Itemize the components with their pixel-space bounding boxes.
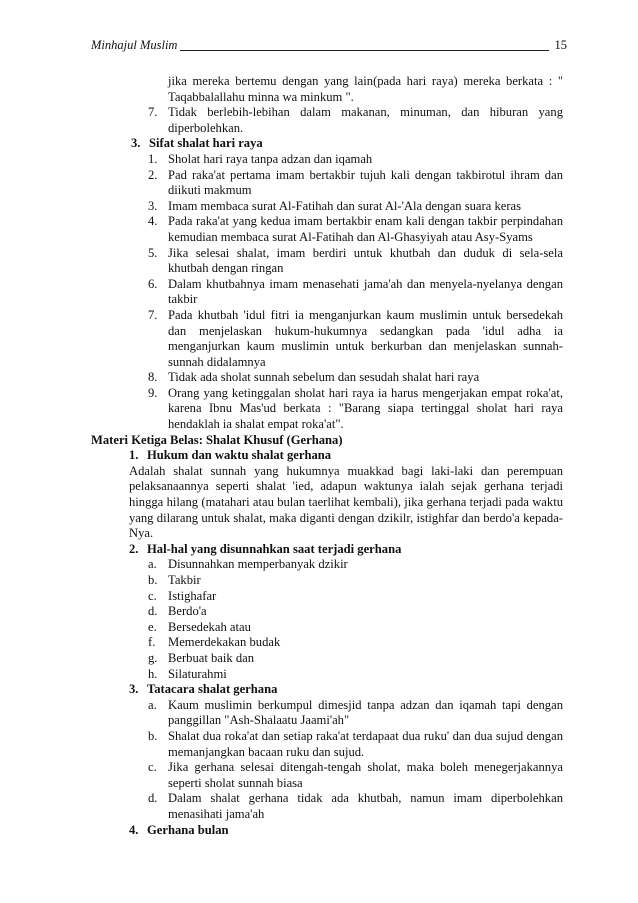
list-item-letter: f. (148, 635, 156, 650)
section-title: Hal-hal yang disunnahkan saat terjadi gerhana (147, 541, 402, 556)
list-item-number: 1. (148, 151, 158, 166)
section-title: Sifat shalat hari raya (149, 136, 263, 151)
list-item (91, 370, 563, 386)
list-item-text: Berdo'a (168, 604, 207, 619)
list-item (91, 246, 563, 277)
list-item-text: jika mereka bertemu dengan yang lain(pada hari raya) mereka berkata : " Taqabbalallahu minna wa minkum ". (168, 74, 563, 104)
list-item-letter: e. (148, 619, 157, 634)
section-paragraph: Adalah shalat sunnah yang hukumnya muakkad bagi laki-laki dan perempuan pelaksanaannya seperti shalat 'ied, adapun waktunya ialah sejak gerhana terjadi hingga hilang (matahari atau bulan taerlihat kembali), jika gerhana terjadi pada waktu yang dilarang untuk shalat, maka diganti dengan dzikilr, istighfar dan berdo'a kepada-Nya. (129, 463, 563, 541)
list-item-number: 4. (148, 214, 158, 229)
list-item-letter: d. (148, 791, 158, 806)
list-item (91, 105, 563, 136)
page-body (91, 74, 563, 838)
list-item-text: Shalat dua roka'at dan setiap raka'at terdapaat dua ruku' dan dua sujud dengan memanjangkan bacaan ruku dan sujud. (168, 728, 563, 759)
list-item (91, 277, 563, 308)
list-item-number: 7. (148, 307, 158, 322)
list-item-letter: b. (148, 573, 158, 587)
list-item-number: 5. (148, 245, 158, 260)
list-item-text: Jika selesai shalat, imam berdiri untuk khutbah dan duduk di sela-sela khutbah dengan ringan (168, 245, 563, 276)
list-item-letter: h. (148, 666, 158, 681)
section-heading (91, 682, 563, 698)
list-item (91, 152, 563, 168)
list-item-text: Orang yang ketinggalan sholat hari raya ia harus mengerjakan empat roka'at, karena Ibnu Mas'ud berkata : "Barang siapa tertinggal sholat hari raya hendaklah ia shalat empat roka'at". (168, 385, 563, 432)
section-heading (91, 542, 563, 558)
list-item-letter: d. (148, 604, 158, 619)
section-title: Hukum dan waktu shalat gerhana (147, 448, 332, 463)
list-item-number: 6. (148, 276, 158, 291)
section-number: 1. (129, 448, 139, 463)
list-item (91, 386, 563, 433)
list-item (91, 791, 563, 822)
list-item-letter: a. (148, 697, 157, 712)
list-item-text: Pada raka'at yang kedua imam bertakbir enam kali dengan takbir perpindahan kemudian membaca surat Al-Fatihah dan Al-Ghasyiyah atau Asy-Syams (168, 214, 563, 244)
page-header (91, 38, 567, 54)
list-item (91, 199, 563, 215)
list-item-number: 2. (148, 167, 158, 182)
list-item-text: Pad raka'at pertama imam bertakbir tujuh kali dengan takbirotul ihram dan diikuti makmum (168, 167, 563, 198)
section-number: 4. (129, 822, 139, 837)
list-item-text: Imam membaca surat Al-Fatihah dan surat Al-'Ala dengan suara keras (168, 198, 522, 213)
list-item (91, 698, 563, 729)
list-item-text: Tidak berlebih-lebihan dalam makanan, minuman, dan hiburan yang diperbolehkan. (168, 105, 563, 135)
list-item-number: 9. (148, 385, 158, 400)
list-item (91, 214, 563, 245)
list-item (91, 729, 563, 760)
list-item-number: 8. (148, 370, 158, 385)
list-item-number: 3. (148, 198, 158, 213)
list-item (91, 760, 563, 791)
list-item (91, 667, 563, 683)
list-item-text: Dalam shalat gerhana tidak ada khutbah, namun imam diperbolehkan menasihati jama'ah (168, 791, 563, 821)
list-item (91, 589, 563, 605)
list-item-text: Berbuat baik dan (168, 650, 255, 665)
section-heading (91, 136, 563, 152)
list-item (91, 168, 563, 199)
running-title: Minhajul Muslim (91, 38, 178, 52)
list-item-number: 7. (148, 105, 158, 120)
list-item (91, 604, 563, 620)
list-item (91, 308, 563, 370)
list-item-text: Tidak ada sholat sunnah sebelum dan sesudah shalat hari raya (168, 370, 480, 385)
list-item-text: Memerdekakan budak (168, 635, 281, 650)
list-item-letter: a. (148, 557, 157, 572)
list-item-text: Istighafar (168, 588, 217, 603)
chapter-heading: Materi Ketiga Belas: Shalat Khusuf (Gerhana) (91, 432, 343, 447)
list-item-letter: g. (148, 650, 158, 665)
header-rule (180, 50, 549, 51)
list-item-letter: c. (148, 760, 157, 775)
section-number: 3. (131, 136, 141, 151)
list-item-letter: b. (148, 728, 158, 743)
list-item-text: Kaum muslimin berkumpul dimesjid tanpa adzan dan iqamah tapi dengan panggillan "Ash-Shalaatu Jaami'ah" (168, 697, 563, 728)
list-item-text: Silaturahmi (168, 666, 227, 681)
list-item-text: Disunnahkan memperbanyak dzikir (168, 557, 348, 572)
list-item (91, 651, 563, 667)
list-item (91, 573, 563, 589)
section-number: 3. (129, 682, 139, 697)
section-heading (91, 823, 563, 839)
section-title: Tatacara shalat gerhana (147, 682, 278, 697)
section-number: 2. (129, 541, 139, 556)
list-item-text: Jika gerhana selesai ditengah-tengah sholat, maka boleh menegerjakannya seperti sholat sunnah biasa (168, 760, 563, 790)
list-item-text: Takbir (168, 573, 201, 587)
section-title: Gerhana bulan (147, 822, 229, 837)
list-item (91, 635, 563, 651)
section-heading (91, 448, 563, 464)
list-item (91, 74, 563, 105)
list-item (91, 620, 563, 636)
list-item (91, 557, 563, 573)
list-item-text: Bersedekah atau (168, 619, 251, 634)
list-item-text: Dalam khutbahnya imam menasehati jama'ah dan menyela-nyelanya dengan takbir (168, 276, 563, 307)
list-item-text: Pada khutbah 'idul fitri ia menganjurkan kaum muslimin untuk bersedekah dan menjelaskan hukum-hukumnya sedangkan pada 'idul adha ia menganjurkan kaum muslimin untuk berkurban dan menjelaskan sunnah-sunnah didalamnya (168, 307, 563, 369)
list-item-letter: c. (148, 588, 157, 603)
list-item-text: Sholat hari raya tanpa adzan dan iqamah (168, 151, 373, 166)
page-number: 15 (554, 38, 567, 52)
